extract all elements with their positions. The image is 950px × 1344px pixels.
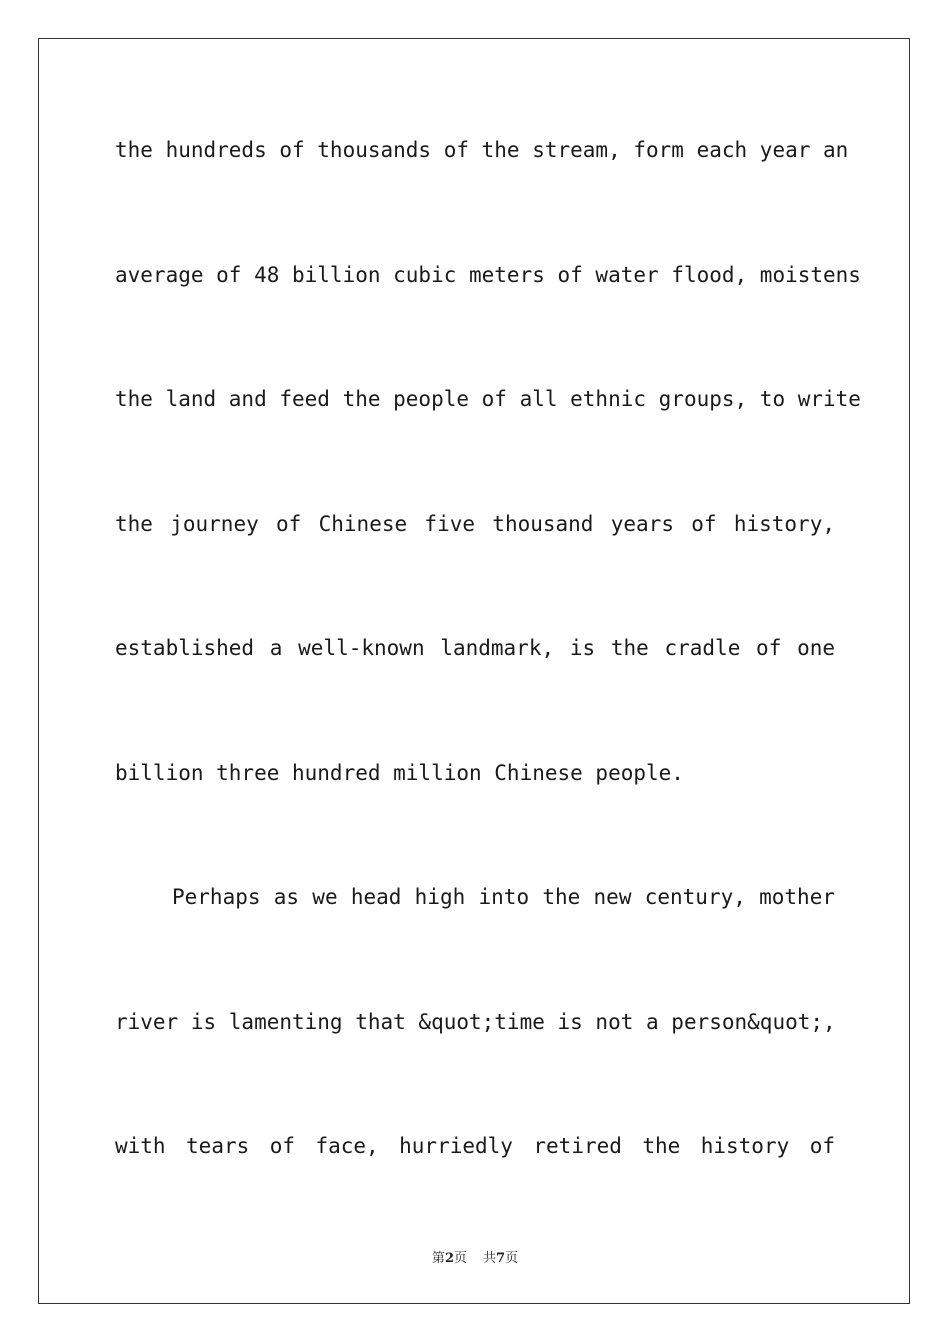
total-page-count: 7 [496, 1251, 506, 1266]
page-prefix: 第 [431, 1251, 445, 1266]
page-number-footer [0, 1247, 950, 1266]
text-line: average of 48 billion cubic meters of water flood, moistens [115, 262, 861, 287]
current-page-number: 2 [444, 1251, 454, 1266]
text-line: river is lamenting that &quot;time is not a person&quot;, [115, 1009, 836, 1034]
text-line: the journey of Chinese five thousand years of history, [115, 511, 835, 536]
text-line: established a well-known landmark, is the cradle of one [115, 636, 835, 660]
paragraph-start-line: Perhaps as we head high into the new century, mother [172, 885, 835, 909]
total-suffix: 页 [505, 1251, 519, 1266]
total-prefix: 共 [483, 1251, 497, 1266]
document-body [115, 125, 861, 1246]
text-line: with tears of face, hurriedly retired the history of [115, 1134, 835, 1158]
page-suffix: 页 [453, 1251, 467, 1266]
paragraph-end-line: billion three hundred million Chinese people. [115, 760, 684, 785]
text-line: the hundreds of thousands of the stream, form each year an [115, 138, 849, 162]
text-line: the land and feed the people of all ethnic groups, to write [115, 387, 861, 411]
